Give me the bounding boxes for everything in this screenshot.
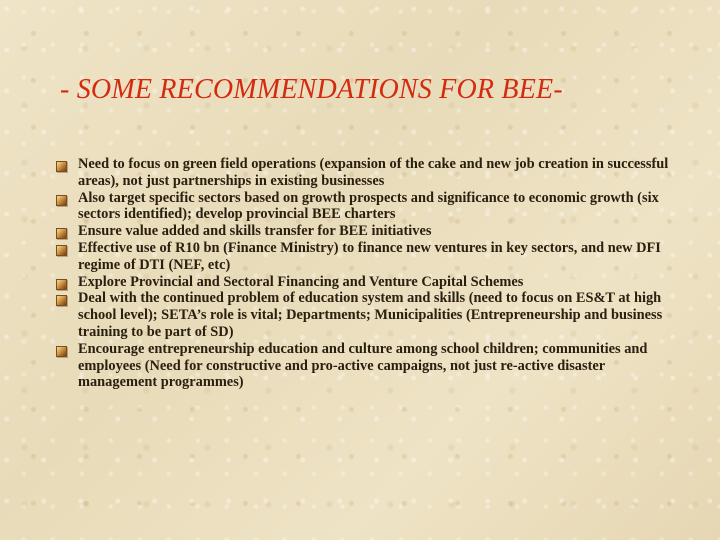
bullet-text: Explore Provincial and Sectoral Financing and Venture Capital Schemes <box>78 273 524 290</box>
square-bullet-icon <box>56 245 67 256</box>
bullet-text: Effective use of R10 bn (Finance Ministry) to finance new ventures in key sectors, and new DFI regime of DTI (NEF, etc) <box>78 239 661 273</box>
square-bullet-icon <box>56 195 67 206</box>
list-item <box>56 223 686 240</box>
list-item <box>56 290 686 340</box>
list-item <box>56 190 686 224</box>
square-bullet-icon <box>56 228 67 239</box>
bullet-text: Need to focus on green field operations (expansion of the cake and new job creation in successful areas), not just partnerships in existing businesses <box>78 156 669 189</box>
list-item <box>56 156 686 190</box>
bullet-list <box>56 156 686 391</box>
list-item <box>56 240 686 274</box>
square-bullet-icon <box>56 279 67 290</box>
bullet-text: Deal with the continued problem of education system and skills (need to focus on ES&T at high school level); SETA’s role is vital; Departments; Municipalities (Entrepreneurship and business training to be part of SD) <box>78 290 663 340</box>
bullet-text: Also target specific sectors based on growth prospects and significance to economic growth (six sectors identified); develop provincial BEE charters <box>78 189 659 223</box>
bullet-text: Ensure value added and skills transfer for BEE initiatives <box>78 223 432 240</box>
square-bullet-icon <box>56 161 67 172</box>
slide-title: - SOME RECOMMENDATIONS FOR BEE- <box>60 74 563 105</box>
list-item <box>56 341 686 391</box>
list-item <box>56 274 686 291</box>
square-bullet-icon <box>56 346 67 357</box>
bullet-text: Encourage entrepreneurship education and culture among school children; communities and employees (Need for constructive and pro-active campaigns, not just re-active disaster management programmes) <box>78 340 648 391</box>
square-bullet-icon <box>56 295 67 306</box>
